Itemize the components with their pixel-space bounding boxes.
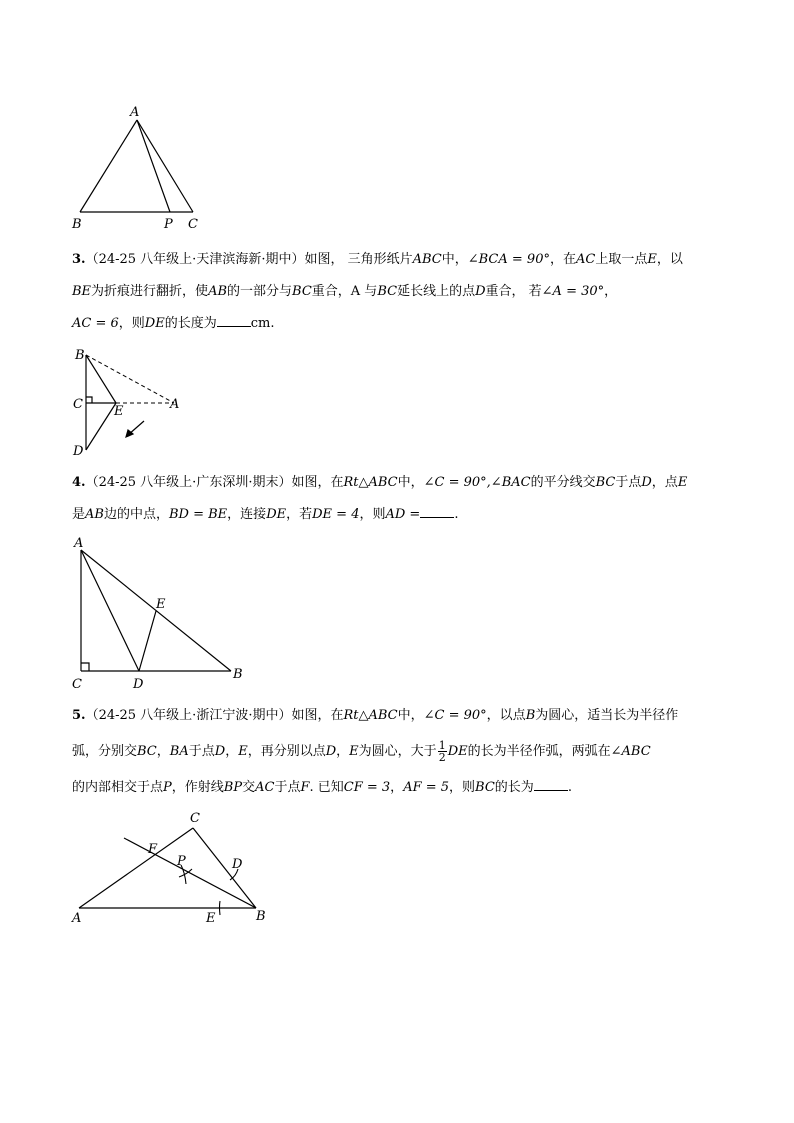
- q3-line3: [72, 314, 732, 334]
- dashed-lines: [86, 355, 174, 403]
- q4-math: DE = 4: [312, 507, 360, 522]
- q5-text: ，: [390, 780, 404, 795]
- q5-text: ，则: [449, 780, 476, 795]
- q3-text: ，: [604, 284, 618, 299]
- q3-math: ∠BCA = 90°: [467, 252, 550, 267]
- label-b: B: [75, 348, 85, 363]
- q5-text: 于点: [274, 780, 301, 795]
- label-c: C: [188, 217, 198, 232]
- label-c: C: [73, 397, 83, 412]
- q3-unit: cm: [250, 316, 271, 331]
- answer-blank[interactable]: [534, 778, 568, 791]
- q4-math: Rt△ABC: [343, 475, 398, 490]
- fraction-numerator: 1: [438, 739, 446, 752]
- label-d: D: [133, 677, 144, 692]
- q5-math: Rt△ABC: [343, 708, 398, 723]
- q4-source: （24-25 八年级上·广东深圳·期末）: [85, 475, 292, 490]
- q4-line2: [72, 505, 732, 525]
- q3-text: ，则: [118, 316, 145, 331]
- q3-text: 的一部分与: [227, 284, 293, 299]
- q5-math: ∠C = 90°: [423, 708, 487, 723]
- triangle-lines: [80, 120, 193, 212]
- label-p: P: [164, 217, 173, 232]
- q4-text: 于点: [615, 475, 642, 490]
- q5-text: 于点: [188, 744, 215, 759]
- q4-text: ，若: [286, 507, 313, 522]
- label-a: A: [72, 911, 82, 926]
- q5-math: BA: [169, 744, 189, 759]
- q3-text: 为折痕进行翻折，使: [91, 284, 209, 299]
- q5-text: ，: [156, 744, 170, 759]
- q4-text: 边的中点，: [103, 507, 169, 522]
- q5-text: 如图，在: [291, 708, 344, 723]
- fraction-one-half: [438, 740, 447, 763]
- figure-triangle-abp: [60, 100, 220, 235]
- figure-bisector: [62, 805, 292, 930]
- label-a: A: [170, 397, 180, 412]
- q4-text: ，连接: [227, 507, 267, 522]
- label-d: D: [232, 857, 243, 872]
- q5-math: BC: [137, 744, 157, 759]
- q5-text: 交: [242, 780, 256, 795]
- q3-math: ABC: [412, 252, 442, 267]
- q5-math: B: [525, 708, 536, 723]
- q3-text: ，在: [549, 252, 576, 267]
- q3-text: .: [270, 316, 275, 331]
- q4-math: BD = BE: [168, 507, 228, 522]
- q4-text: 是: [72, 507, 86, 522]
- label-c: C: [190, 811, 200, 826]
- q4-math: ∠C = 90°,∠BAC: [423, 475, 531, 490]
- q5-math: CF = 3: [343, 780, 391, 795]
- q5-text: ，: [336, 744, 350, 759]
- q5-math: BP: [223, 780, 243, 795]
- q5-text: ，作射线: [171, 780, 224, 795]
- label-e: E: [206, 911, 216, 926]
- q5-math: E: [238, 744, 248, 759]
- q4-math: BC: [595, 475, 616, 490]
- q5-text: .: [567, 780, 572, 795]
- q5-text: 为圆心，大于: [358, 744, 437, 759]
- q5-source: （24-25 八年级上·浙江宁波·期中）: [85, 708, 292, 723]
- q3-text: 延长线上的点: [397, 284, 476, 299]
- label-p: P: [177, 854, 186, 869]
- q5-math: DE: [447, 744, 468, 759]
- label-b: B: [233, 667, 243, 682]
- q4-text: 中，: [397, 475, 424, 490]
- q3-text: ，以: [656, 252, 683, 267]
- q5-text: ，以点: [486, 708, 526, 723]
- q3-text: 中，: [441, 252, 468, 267]
- label-b: B: [72, 217, 82, 232]
- q5-math: AF = 5: [403, 780, 450, 795]
- q4-number: 4: [72, 475, 82, 490]
- q5-text: 为圆心，适当长为半径作: [535, 708, 679, 723]
- q4-math: DE: [266, 507, 287, 522]
- q3-text: 重合， 若: [485, 284, 542, 299]
- q4-math: AB: [85, 507, 104, 522]
- q3-text: 重合，A 与: [311, 284, 378, 299]
- q4-math: AD =: [385, 507, 421, 522]
- q3-math: DE: [144, 316, 165, 331]
- label-b: B: [256, 909, 266, 924]
- q3-text: 的长度为: [164, 316, 217, 331]
- q5-text: 中，: [397, 708, 424, 723]
- q3-math: AC: [576, 252, 596, 267]
- q3-text: 上取一点: [595, 252, 648, 267]
- q5-math: AC: [255, 780, 275, 795]
- label-c: C: [72, 677, 82, 692]
- q5-math: D: [214, 744, 226, 759]
- q5-math: ∠ABC: [610, 744, 651, 759]
- q3-line2: [72, 282, 732, 302]
- arrow-icon: [126, 421, 144, 437]
- q3-line1: 3.（24-25 八年级上·天津滨海新·期中）如图， 三角形纸片ABC中，∠BCA = 90°，在AC上取一点E，以: [72, 252, 683, 267]
- q5-text: 的长为: [494, 780, 534, 795]
- answer-blank[interactable]: [217, 314, 251, 327]
- q3-math: BC: [377, 284, 398, 299]
- figure-right-triangle: [66, 532, 256, 694]
- q3-math: AB: [208, 284, 228, 299]
- q3-text: 如图， 三角形纸片: [304, 252, 413, 267]
- q3-math: D: [475, 284, 486, 299]
- q4-text: ，点: [651, 475, 678, 490]
- figure-fold: [66, 345, 196, 460]
- q5-math: E: [349, 744, 359, 759]
- label-a: A: [74, 536, 84, 551]
- q5-number: 5: [72, 708, 82, 723]
- q5-line3: [72, 778, 732, 798]
- q3-math: E: [647, 252, 657, 267]
- q4-text: .: [454, 507, 459, 522]
- q4-math: E: [677, 475, 688, 490]
- q5-math: D: [325, 744, 337, 759]
- label-f: F: [148, 842, 158, 857]
- label-e: E: [114, 404, 124, 419]
- q4-text: 的平分线交: [530, 475, 596, 490]
- label-e: E: [156, 597, 166, 612]
- q5-text: 的长为半径作弧，两弧在: [467, 744, 611, 759]
- q5-text: . 已知: [309, 780, 344, 795]
- q3-math: AC = 6: [72, 316, 119, 331]
- q5-text: 的内部相交于点: [72, 780, 164, 795]
- q3-math: BC: [292, 284, 312, 299]
- q5-math: P: [163, 780, 172, 795]
- q5-line2: [72, 740, 732, 763]
- answer-blank[interactable]: [420, 505, 454, 518]
- q4-line1: 4.（24-25 八年级上·广东深圳·期末）如图，在Rt△ABC中，∠C = 90°,∠BAC的平分线交BC于点D，点E: [72, 475, 688, 490]
- q5-text: ，再分别以点: [247, 744, 326, 759]
- q4-text: ，则: [359, 507, 386, 522]
- q5-text: 弧，分别交: [72, 744, 138, 759]
- q4-math: D: [641, 475, 652, 490]
- q3-math: ∠A = 30°: [541, 284, 605, 299]
- q3-math: BE: [72, 284, 92, 299]
- q5-math: F: [300, 780, 310, 795]
- fraction-denominator: 2: [438, 751, 446, 764]
- q3-number: 3: [72, 252, 82, 267]
- q5-text: ，: [225, 744, 239, 759]
- q5-math: BC: [475, 780, 495, 795]
- triangle-lines: [79, 828, 256, 908]
- q4-text: 如图，在: [291, 475, 344, 490]
- q5-line1: 5.（24-25 八年级上·浙江宁波·期中）如图，在Rt△ABC中，∠C = 90°，以点B为圆心，适当长为半径作: [72, 708, 679, 723]
- q3-source: （24-25 八年级上·天津滨海新·期中）: [85, 252, 305, 267]
- label-a: A: [130, 105, 140, 120]
- label-d: D: [73, 444, 84, 459]
